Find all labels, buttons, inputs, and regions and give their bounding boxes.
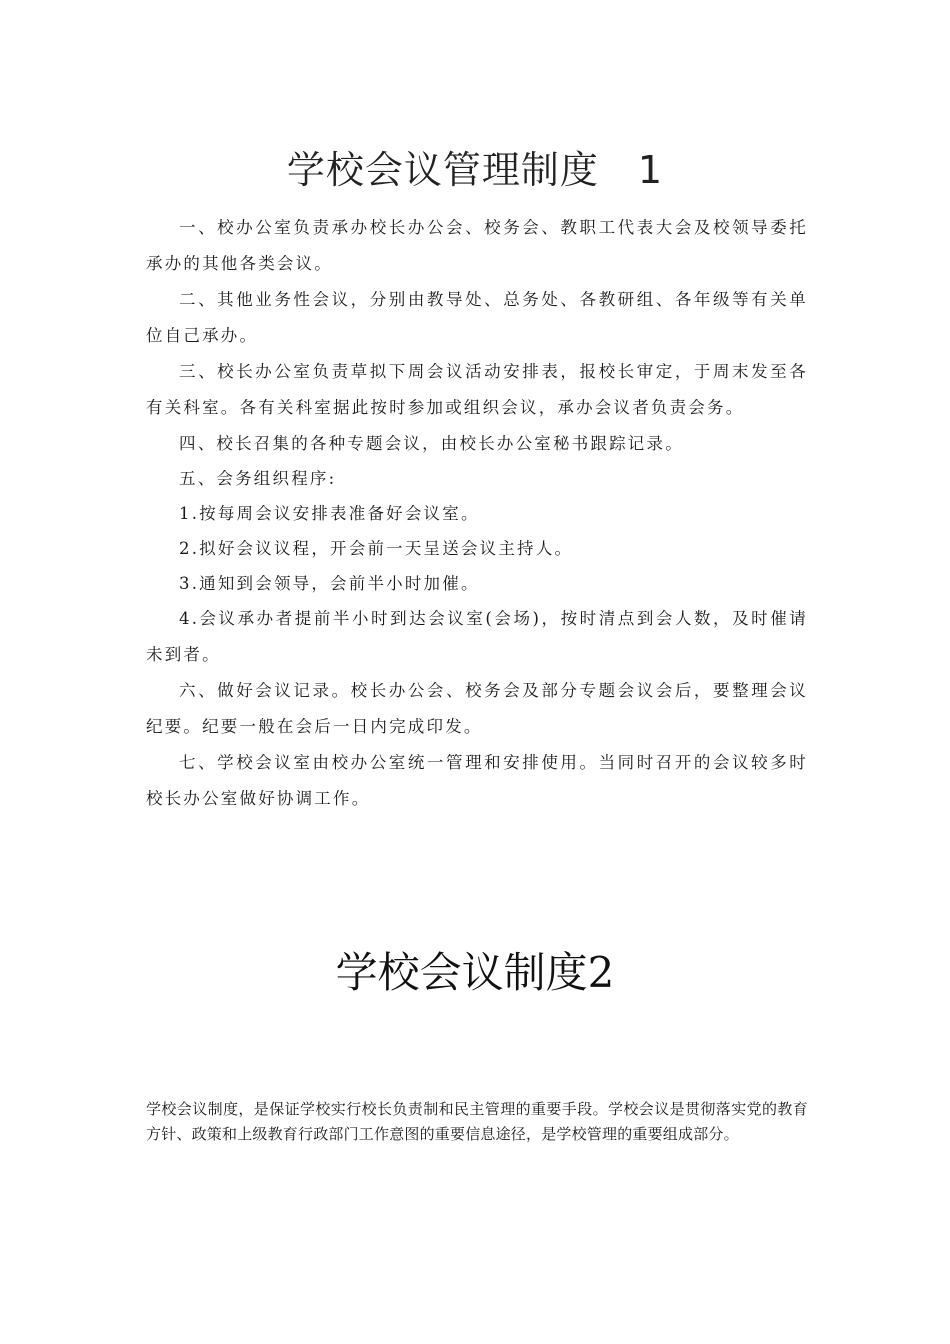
doc1-step-3: 3.通知到会领导，会前半小时加催。 [179,574,480,593]
doc1-paragraph-5: 五、会务组织程序: [179,469,337,488]
doc2-intro: 学校会议制度，是保证学校实行校长负责制和民主管理的重要手段。学校会议是贯彻落实党的教育方针、政策和上级教育行政部门工作意图的重要信息途径，是学校管理的重要组成部分。 [146,1100,808,1143]
doc1-step-2: 2.拟好会议议程，开会前一天呈送会议主持人。 [179,539,574,558]
doc1-paragraph-1: 一、校办公室负责承办校长办公会、校务会、教职工代表大会及校领导委托承办的其他各类会议。 [146,218,808,273]
doc1-paragraph-6: 六、做好会议记录。校长办公会、校务会及部分专题会议会后，要整理会议纪要。纪要一般在会后一日内完成印发。 [146,681,808,736]
doc1-step-4: 4.会议承办者提前半小时到达会议室(会场)，按时清点到会人数，及时催请未到者。 [146,609,808,664]
doc1-step-1: 1.按每周会议安排表准备好会议室。 [179,504,480,523]
doc1-paragraph-3: 三、校长办公室负责草拟下周会议活动安排表，报校长审定，于周末发至各有关科室。各有关科室据此按时参加或组织会议，承办会议者负责会务。 [146,362,808,417]
doc1-paragraph-7: 七、学校会议室由校办公室统一管理和安排使用。当同时召开的会议较多时校长办公室做好协调工作。 [146,753,808,808]
doc1-paragraph-2: 二、其他业务性会议，分别由教导处、总务处、各教研组、各年级等有关单位自己承办。 [146,290,808,345]
doc1-body [146,210,808,817]
doc2-title: 学校会议制度2 [335,948,615,997]
doc1-paragraph-4: 四、校长召集的各种专题会议，由校长办公室秘书跟踪记录。 [179,434,684,453]
doc1-title: 学校会议管理制度 1 [286,148,664,192]
